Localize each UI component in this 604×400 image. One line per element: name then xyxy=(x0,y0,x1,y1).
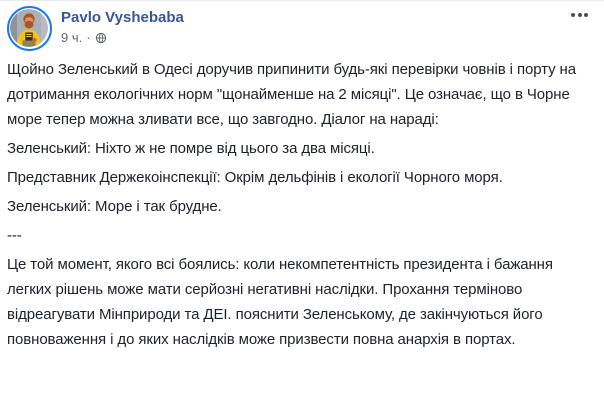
author-link[interactable]: Pavlo Vyshebaba xyxy=(61,9,184,26)
post-paragraph: --- xyxy=(7,227,22,244)
ellipsis-icon xyxy=(571,13,575,17)
avatar[interactable] xyxy=(7,6,52,51)
post-paragraph: Зеленський: Море і так брудне. xyxy=(7,198,222,215)
post-paragraph: Це той момент, якого всі боялись: коли некомпетентність президента і бажання легких рішень може мати серйозні негативні наслідки. Прохання терміново відреагувати Мінприроди та ДЕІ. пояснити Зеленському, де закінчуються його повноваження і до яких наслідків може призвести повна анархія в портах. xyxy=(7,256,553,348)
avatar-photo xyxy=(10,9,48,47)
ellipsis-icon xyxy=(584,13,588,17)
post-paragraph: Зеленський: Ніхто ж не помре від цього за два місяці. xyxy=(7,140,375,157)
post-timestamp[interactable]: 9 ч. xyxy=(61,30,83,45)
meta-separator: · xyxy=(86,30,91,45)
post-paragraph: Представник Держекоінспекції: Окрім дельфінів і екології Чорного моря. xyxy=(7,169,503,186)
post-menu-button[interactable] xyxy=(569,7,590,23)
privacy-globe-icon xyxy=(95,32,107,44)
post-body xyxy=(0,51,604,352)
post-header xyxy=(0,1,604,51)
post-paragraph: Щойно Зеленський в Одесі доручив припинити будь-які перевірки човнів і порту на дотримання екологічних норм "щонайменше на 2 місяці". Це означає, що в Чорне море тепер можна зливати все, що завгодно. Діалог на нараді: xyxy=(7,61,576,128)
post-meta xyxy=(61,30,184,46)
ellipsis-icon xyxy=(578,13,582,17)
post-header-text xyxy=(61,6,184,46)
